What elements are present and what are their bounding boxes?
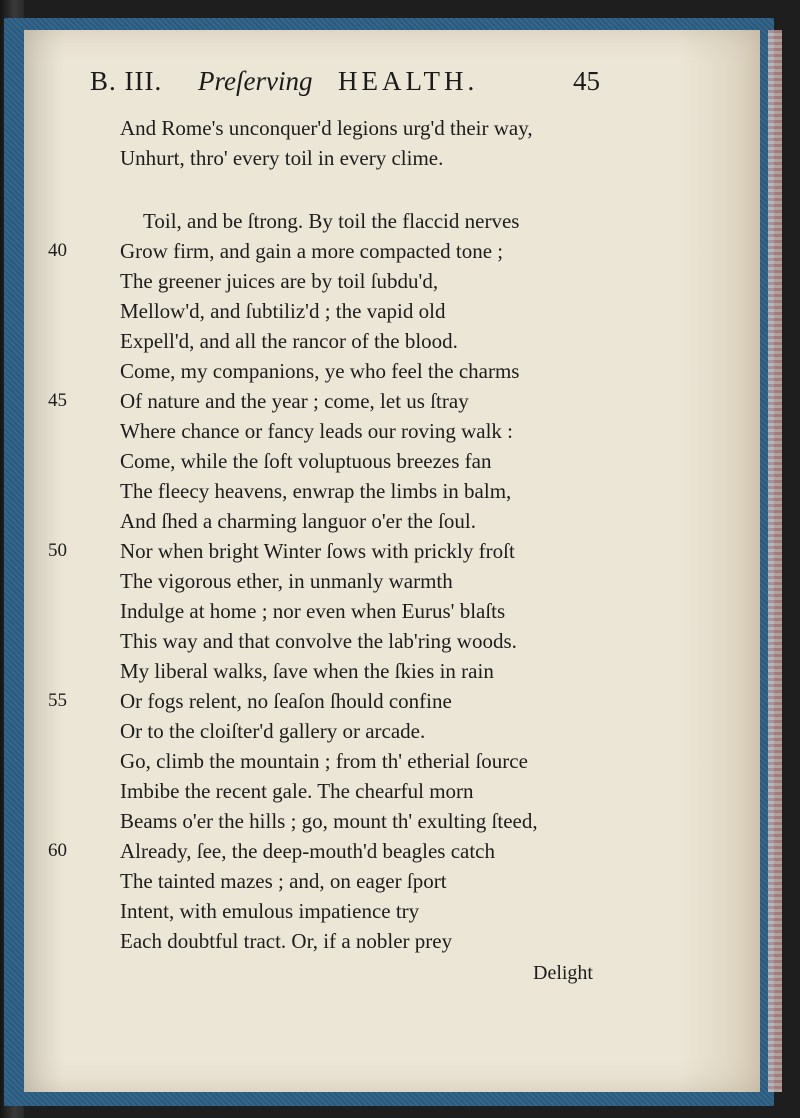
page-number: 45 [573, 66, 600, 96]
verse-line [0, 686, 700, 716]
verse-line [0, 716, 700, 746]
verse-line [0, 776, 700, 806]
verse-text: Beams o'er the hills ; go, mount th' exulting ſteed, [120, 809, 538, 833]
verse-text: The tainted mazes ; and, on eager ſport [120, 869, 447, 893]
verse-text: Intent, with emulous impatience try [120, 899, 420, 923]
verse-text: Grow firm, and gain a more compacted tone ; [120, 239, 504, 263]
verse-text: My liberal walks, ſave when the ſkies in rain [120, 659, 494, 683]
line-number: 60 [48, 840, 67, 861]
verse-line [0, 536, 700, 566]
verse-text: The fleecy heavens, enwrap the limbs in balm, [120, 479, 512, 503]
verse-text: Or to the cloiſter'd gallery or arcade. [120, 719, 426, 743]
verse-line [0, 476, 700, 506]
verse-line [0, 386, 700, 416]
verse-text: And ſhed a charming languor o'er the ſoul. [120, 509, 477, 533]
verse-text: Indulge at home ; nor even when Eurus' blaſts [120, 599, 506, 623]
verse-text: Nor when bright Winter ſows with prickly froſt [120, 539, 515, 563]
verse-line [0, 866, 700, 896]
verse-line [0, 656, 700, 686]
verse-text: Unhurt, thro' every toil in every clime. [120, 146, 444, 170]
verse-text: Come, while the ſoft voluptuous breezes fan [120, 449, 492, 473]
verse-text: Imbibe the recent gale. The chearful morn [120, 779, 474, 803]
line-number: 50 [48, 540, 67, 561]
verse-line [0, 626, 700, 656]
verse-text: Come, my companions, ye who feel the charms [120, 359, 520, 383]
verse-line [0, 596, 700, 626]
verse-text: Mellow'd, and ſubtiliz'd ; the vapid old [120, 299, 446, 323]
header-section-caps: HEALTH. [338, 66, 479, 96]
verse-line [0, 416, 700, 446]
running-header [90, 66, 600, 110]
verse-text: Where chance or fancy leads our roving walk : [120, 419, 513, 443]
verse-line [0, 236, 700, 266]
verse-text: Toil, and be ſtrong. By toil the flaccid nerves [143, 209, 520, 233]
verse-line [0, 446, 700, 476]
verse-line [0, 836, 700, 866]
line-number: 55 [48, 690, 67, 711]
verse-text: Each doubtful tract. Or, if a nobler prey [120, 929, 453, 953]
verse-line [0, 746, 700, 776]
verse-text: Or fogs relent, no ſeaſon ſhould confine [120, 689, 452, 713]
verse-line [0, 296, 700, 326]
verse-text: Already, ſee, the deep-mouth'd beagles catch [120, 839, 496, 863]
verse-line [0, 143, 700, 173]
header-book: B. III. [90, 66, 163, 96]
catchword: Delight [533, 962, 593, 984]
verse-text: Of nature and the year ; come, let us ſtray [120, 389, 469, 413]
verse-line [0, 566, 700, 596]
verse-line [0, 206, 700, 236]
verse-line [0, 326, 700, 356]
line-number: 45 [48, 390, 67, 411]
verse-line [0, 266, 700, 296]
verse-line [0, 926, 700, 956]
verse-text: Expell'd, and all the rancor of the blood. [120, 329, 458, 353]
verse-text: Go, climb the mountain ; from th' etherial ſource [120, 749, 528, 773]
verse-text: And Rome's unconquer'd legions urg'd their way, [120, 116, 533, 140]
line-number: 40 [48, 240, 67, 261]
verse-line [0, 806, 700, 836]
verse-text: The vigorous ether, in unmanly warmth [120, 569, 453, 593]
page-edge [768, 30, 782, 1092]
verse-line [0, 506, 700, 536]
verse-text: This way and that convolve the lab'ring woods. [120, 629, 517, 653]
verse-line [0, 896, 700, 926]
verse-line [0, 113, 700, 143]
verse-text: The greener juices are by toil ſubdu'd, [120, 269, 439, 293]
header-section-italic: Preſerving [198, 66, 313, 96]
verse-line [0, 356, 700, 386]
